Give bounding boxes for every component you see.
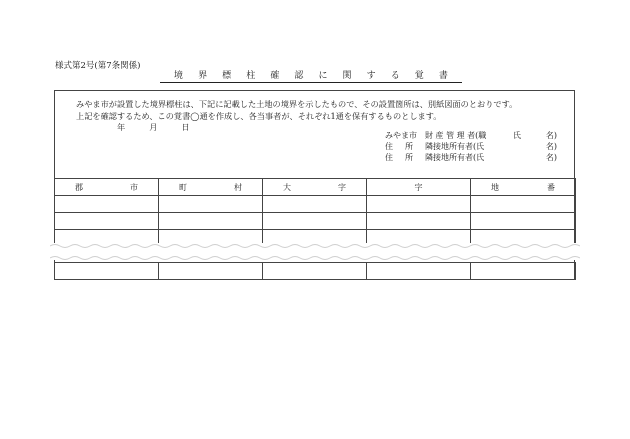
signatory-name-end: 名) — [545, 142, 557, 151]
table-cell — [263, 196, 367, 213]
signatory-row — [385, 153, 557, 163]
title-char: に — [318, 71, 328, 81]
signatory-name-label: 氏 — [513, 131, 521, 140]
title-char: 書 — [438, 71, 448, 81]
signatory-row — [385, 142, 557, 152]
body-line: 上記を確認するため、この覚書◯通を作成し、各当事者が、それぞれ1通を保有するものとします。 — [76, 111, 442, 121]
date-day: 日 — [181, 122, 190, 132]
table-cell — [55, 213, 159, 230]
table-break — [50, 243, 580, 260]
title-char: 覚 — [414, 71, 424, 81]
table-cell — [159, 213, 263, 230]
document-title — [160, 68, 462, 83]
header-char: 字 — [414, 182, 423, 192]
signatory-name-end: 名) — [545, 131, 557, 140]
title-char: 柱 — [246, 71, 256, 81]
title-char: す — [366, 71, 376, 81]
header-cell-aza — [367, 179, 471, 196]
table-cell — [367, 213, 471, 230]
table-cell — [55, 196, 159, 213]
header-cell-district-city — [55, 179, 159, 196]
table-cell — [471, 213, 576, 230]
table-cell — [55, 263, 159, 280]
date-year: 年 — [117, 122, 126, 132]
signatory-role: 財 産 管 理 者(職 — [425, 131, 487, 140]
table-row — [55, 213, 576, 230]
table-row — [55, 263, 576, 280]
header-cell-town-village — [159, 179, 263, 196]
table-row — [55, 196, 576, 213]
signatory-label: 所 — [405, 142, 413, 151]
signatory-role: 隣接地所有者(氏 — [425, 153, 485, 162]
header-cell-lot-number — [471, 179, 576, 196]
title-char: 境 — [174, 71, 184, 81]
body-text — [76, 98, 517, 122]
torn-edge-icon — [50, 243, 580, 260]
signatory-label: 住 — [385, 142, 393, 151]
title-char: 界 — [198, 71, 208, 81]
land-table — [54, 178, 576, 247]
table-cell — [367, 196, 471, 213]
date-line — [117, 122, 190, 133]
header-char: 村 — [234, 182, 242, 192]
title-char: 関 — [342, 71, 352, 81]
header-char: 大 — [283, 182, 291, 192]
table-cell — [471, 196, 576, 213]
table-cell — [263, 213, 367, 230]
title-char: 認 — [294, 71, 304, 81]
table-cell — [159, 196, 263, 213]
signatory-label: 所 — [405, 153, 413, 162]
table-header-row — [55, 179, 576, 196]
title-char: 確 — [270, 71, 280, 81]
body-line: みやま市が設置した境界標柱は、下記に記載した土地の境界を示したもので、その設置箇所は、別紙図面のとおりです。 — [76, 99, 518, 109]
date-month: 月 — [149, 122, 158, 132]
table-cell — [367, 263, 471, 280]
signatory-name-end: 名) — [545, 153, 557, 162]
table-cell — [159, 263, 263, 280]
form-number: 様式第2号(第7条関係) — [55, 61, 141, 71]
header-char: 番 — [547, 182, 555, 192]
table-cell — [471, 263, 576, 280]
header-cell-oaza — [263, 179, 367, 196]
land-table-continued — [54, 262, 576, 280]
signatory-role: 隣接地所有者(氏 — [425, 142, 485, 151]
header-char: 地 — [491, 182, 499, 192]
title-char: る — [390, 71, 400, 81]
signatory-row — [385, 131, 557, 141]
title-char: 標 — [222, 71, 232, 81]
signatory-label: みやま市 — [385, 131, 417, 140]
header-char: 市 — [130, 182, 138, 192]
header-char: 字 — [338, 182, 346, 192]
table-cell — [263, 263, 367, 280]
header-char: 郡 — [75, 182, 83, 192]
header-char: 町 — [179, 182, 187, 192]
signatory-label: 住 — [385, 153, 393, 162]
